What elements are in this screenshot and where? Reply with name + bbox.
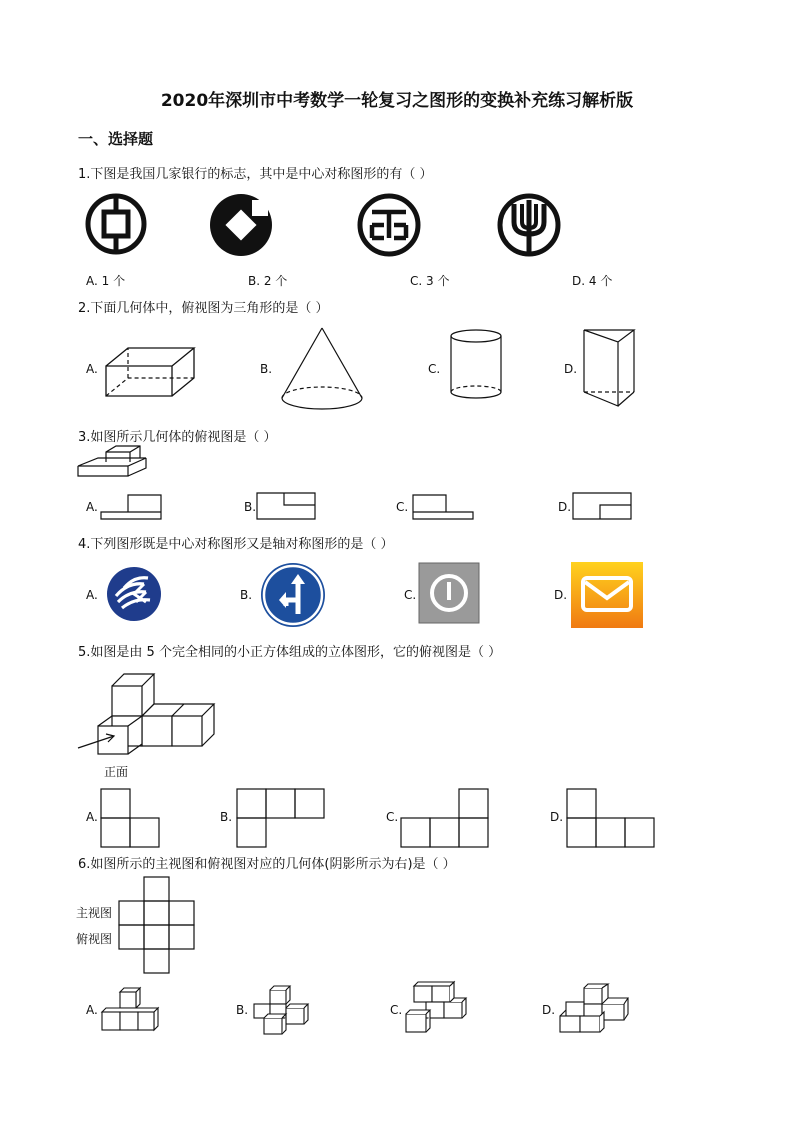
question-6-stem: 6.如图所示的主视图和俯视图对应的几何体(阴影所示为右)是（ ） (78, 857, 456, 872)
q4-option-b[interactable]: B. (240, 588, 253, 602)
bank-logo-3 (356, 192, 422, 258)
prism-figure (582, 328, 638, 410)
mail-icon (571, 562, 643, 628)
china-mobile-logo-icon (106, 566, 162, 622)
q3-option-d-view (572, 492, 632, 520)
q4-option-d[interactable]: D. (554, 588, 568, 602)
q1-option-c[interactable]: C. 3 个 (410, 274, 450, 288)
q2-option-d[interactable]: D. (564, 362, 578, 376)
q6-option-c[interactable]: C. (390, 1003, 403, 1017)
q1-option-a[interactable]: A. 1 个 (86, 274, 126, 288)
q1-option-d[interactable]: D. 4 个 (572, 274, 613, 288)
q5-option-b[interactable]: B. (220, 810, 233, 824)
main-view-label: 主视图 (76, 906, 113, 920)
section-heading: 一、选择题 (78, 130, 154, 148)
q6-option-a[interactable]: A. (86, 1003, 98, 1017)
cuboid-figure (104, 346, 196, 398)
bank-logo-2 (208, 192, 274, 258)
bank-logo-4 (496, 192, 562, 258)
question-5-stem: 5.如图是由 5 个完全相同的小正方体组成的立体图形，它的俯视图是（ ） (78, 645, 502, 660)
question-4-stem: 4.下列图形既是中心对称图形又是轴对称图形的是（ ） (78, 537, 394, 552)
q4-option-a[interactable]: A. (86, 588, 98, 602)
question-1-stem: 1.下图是我国几家银行的标志，其中是中心对称图形的有（ ） (78, 167, 433, 182)
q3-option-c[interactable]: C. (396, 500, 409, 514)
q5-option-a-view (100, 788, 162, 848)
q2-option-a[interactable]: A. (86, 362, 98, 376)
power-icon (418, 562, 480, 624)
q6-option-c-solid (404, 980, 472, 1034)
q3-option-b[interactable]: B. (244, 500, 257, 514)
question-3-stem: 3.如图所示几何体的俯视图是（ ） (78, 430, 277, 445)
q2-option-b[interactable]: B. (260, 362, 273, 376)
q6-option-a-solid (100, 984, 164, 1032)
page-title: 2020年深圳市中考数学一轮复习之图形的变换补充练习解析版 (160, 91, 634, 111)
q5-option-d[interactable]: D. (550, 810, 564, 824)
q6-option-b[interactable]: B. (236, 1003, 249, 1017)
cone-figure (280, 326, 364, 412)
q5-option-a[interactable]: A. (86, 810, 98, 824)
cylinder-figure (448, 328, 504, 402)
front-label: 正面 (104, 765, 129, 779)
q3-option-a-view (100, 494, 162, 520)
q3-solid-figure (76, 446, 148, 482)
traffic-sign-icon (260, 562, 326, 628)
q5-option-d-view (566, 788, 658, 848)
q5-option-c[interactable]: C. (386, 810, 399, 824)
q1-option-b[interactable]: B. 2 个 (248, 274, 288, 288)
bank-logo-1 (84, 192, 148, 256)
q5-cube-figure (76, 672, 220, 756)
q4-option-c[interactable]: C. (404, 588, 417, 602)
q5-option-c-view (400, 788, 492, 848)
top-view-label: 俯视图 (76, 932, 113, 946)
q6-option-d[interactable]: D. (542, 1003, 556, 1017)
q5-option-b-view (236, 788, 328, 848)
q3-option-d[interactable]: D. (558, 500, 572, 514)
q2-option-c[interactable]: C. (428, 362, 441, 376)
q6-views-figure (118, 876, 196, 974)
question-2-stem: 2.下面几何体中，俯视图为三角形的是（ ） (78, 301, 329, 316)
q3-option-c-view (412, 494, 474, 520)
q6-option-d-solid (558, 982, 630, 1034)
q3-option-a[interactable]: A. (86, 500, 98, 514)
q3-option-b-view (256, 492, 316, 520)
q6-option-b-solid (250, 984, 314, 1036)
